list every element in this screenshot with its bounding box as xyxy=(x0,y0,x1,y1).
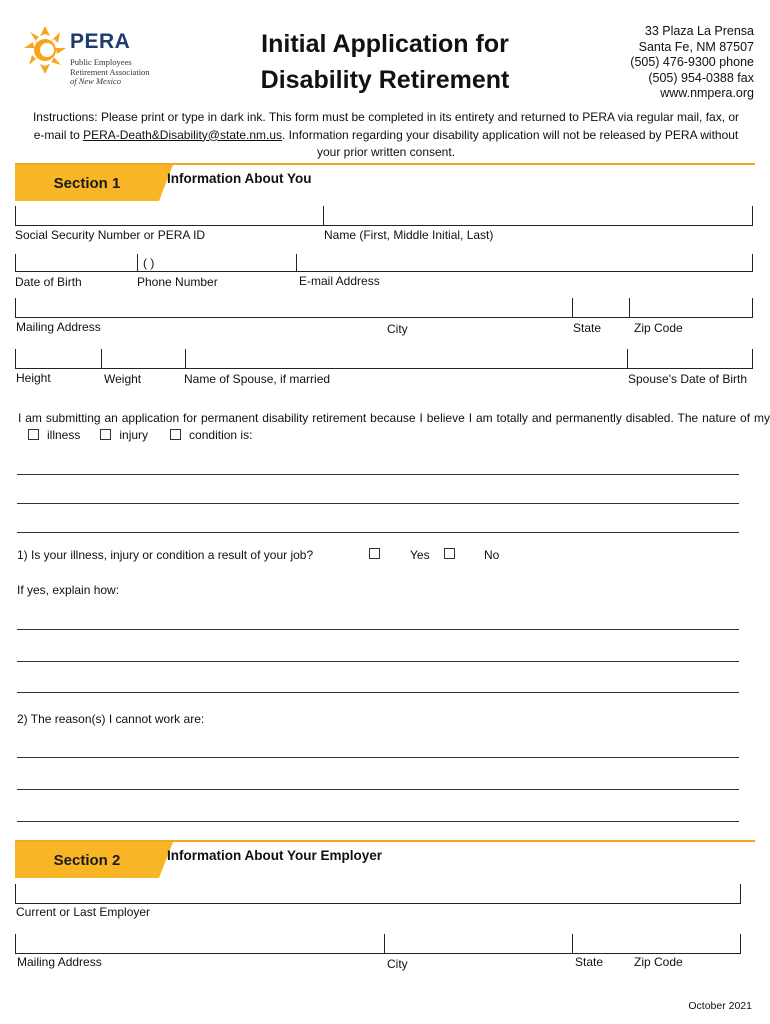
section-1-header xyxy=(15,163,755,199)
spouse-label: Name of Spouse, if married xyxy=(184,372,331,386)
reason-line[interactable] xyxy=(17,789,739,790)
question-1: 1) Is your illness, injury or condition a result of your job? xyxy=(17,548,314,562)
question-2: 2) The reason(s) I cannot work are: xyxy=(17,712,205,726)
height-weight-spouse-row[interactable] xyxy=(15,349,753,369)
employer-zip-label: Zip Code xyxy=(634,955,683,969)
pera-address: 33 Plaza La Prensa Santa Fe, NM 87507 (505) 476-9300 phone (505) 954-0388 fax www.nmpera.org xyxy=(630,24,754,100)
height-label: Height xyxy=(16,371,51,385)
employer-mailing-label: Mailing Address xyxy=(17,955,102,969)
email-link[interactable]: PERA-Death&Disability@state.nm.us xyxy=(83,127,283,142)
dob-label: Date of Birth xyxy=(15,275,82,289)
q1-no-checkbox[interactable] xyxy=(444,548,455,559)
spouse-dob-label: Spouse's Date of Birth xyxy=(628,372,748,386)
section-1-tab: Section 1 xyxy=(15,165,159,201)
logo-name: PERA xyxy=(70,30,131,53)
ssn-name-row[interactable] xyxy=(15,206,753,226)
reason-line[interactable] xyxy=(17,821,739,822)
disability-statement: I am submitting an application for permanent disability retirement because I believe I am totally and permanently disabled. The nature of myillness injury condition is: xyxy=(18,411,770,442)
revision-date: October 2021 xyxy=(688,1000,752,1012)
q1-no-label: No xyxy=(484,548,500,562)
mailing-row[interactable] xyxy=(15,298,753,318)
instructions: Instructions: Please print or type in dark ink. This form must be completed in its entirety and returned to PERA via regular mail, fax, or e-mail to PERA-Death&Disability@state.nm.us. Information regarding your disability application will not be released by PERA without your prior written consent. xyxy=(32,110,740,159)
explain-line[interactable] xyxy=(17,629,739,630)
explain-line[interactable] xyxy=(17,692,739,693)
dob-phone-email-row[interactable] xyxy=(15,254,753,272)
condition-answer-line[interactable] xyxy=(17,532,739,533)
sun-icon xyxy=(20,20,70,80)
phone-area-code: ( ) xyxy=(143,256,155,270)
injury-checkbox[interactable] xyxy=(100,429,111,440)
form-title: Initial Application for Disability Retirement xyxy=(260,30,510,94)
employer-state-label: State xyxy=(575,955,604,969)
employer-mailing-row[interactable] xyxy=(15,934,741,954)
weight-label: Weight xyxy=(104,372,142,386)
city-label: City xyxy=(387,322,408,336)
illness-checkbox[interactable] xyxy=(28,429,39,440)
q1-yes-label: Yes xyxy=(410,548,430,562)
logo-subtitle: Public Employees Retirement Association of New Mexico xyxy=(70,57,150,86)
explain-line[interactable] xyxy=(17,661,739,662)
employer-label: Current or Last Employer xyxy=(16,905,151,919)
name-label: Name (First, Middle Initial, Last) xyxy=(324,228,494,242)
condition-answer-line[interactable] xyxy=(17,474,739,475)
ssn-label: Social Security Number or PERA ID xyxy=(15,228,206,242)
mailing-label: Mailing Address xyxy=(16,320,101,334)
section-2-tab: Section 2 xyxy=(15,842,159,878)
pera-logo xyxy=(20,18,180,96)
zip-label: Zip Code xyxy=(634,321,683,335)
condition-checkbox[interactable] xyxy=(170,429,181,440)
section-2-header xyxy=(15,840,755,876)
reason-line[interactable] xyxy=(17,757,739,758)
section-2-heading: Information About Your Employer xyxy=(167,848,383,863)
q1-followup: If yes, explain how: xyxy=(17,583,120,597)
condition-answer-line[interactable] xyxy=(17,503,739,504)
q1-yes-checkbox[interactable] xyxy=(369,548,380,559)
state-label: State xyxy=(573,321,602,335)
employer-city-label: City xyxy=(387,957,408,971)
employer-row[interactable] xyxy=(15,884,741,904)
email-label: E-mail Address xyxy=(299,274,380,288)
section-1-heading: Information About You xyxy=(167,171,312,186)
phone-label: Phone Number xyxy=(137,275,218,289)
